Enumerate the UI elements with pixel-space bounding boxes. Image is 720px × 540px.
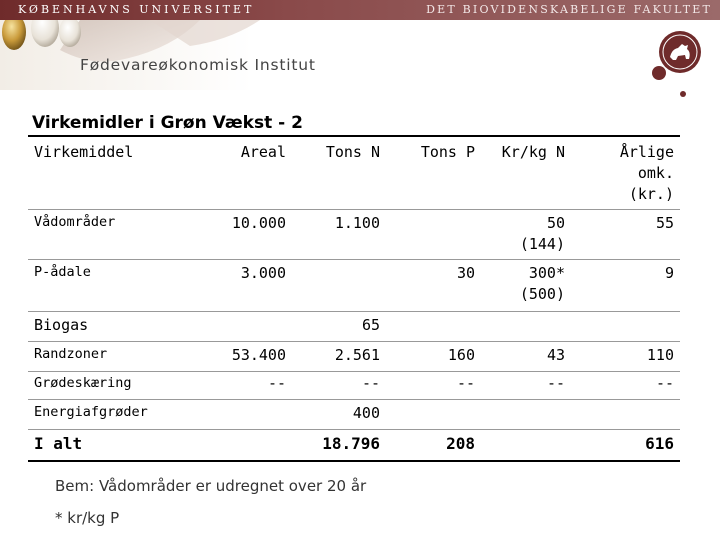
row-areal: -- xyxy=(267,374,286,392)
row-tons-n: 2.561 xyxy=(334,346,380,364)
faculty-name: DET BIOVIDENSKABELIGE FAKULTET xyxy=(426,3,712,16)
row-name: Randzoner xyxy=(34,346,108,362)
university-seal-icon xyxy=(658,30,702,74)
row-name: Energiafgrøder xyxy=(34,404,148,420)
row-kr-kg-n: 43 xyxy=(546,346,565,364)
table-row xyxy=(28,209,680,259)
header-virkemiddel: Virkemiddel xyxy=(34,143,134,161)
row-tons-p: -- xyxy=(456,374,475,392)
row-tons-n: 18.796 xyxy=(322,434,380,453)
row-kr-kg-n: 300* (500) xyxy=(519,264,565,303)
row-kr-kg-n: 50 (144) xyxy=(519,214,565,253)
footnote-kr-kg-p: * kr/kg P xyxy=(55,509,120,527)
data-table xyxy=(28,137,680,462)
slide-title: Virkemidler i Grøn Vækst - 2 xyxy=(32,113,303,133)
row-areal: 3.000 xyxy=(240,264,286,282)
row-arlige-omk: 616 xyxy=(645,434,674,453)
table-row xyxy=(28,259,680,311)
university-name: KØBENHAVNS UNIVERSITET xyxy=(18,3,255,16)
row-tons-n: 400 xyxy=(352,404,380,422)
row-arlige-omk: -- xyxy=(655,374,674,392)
row-kr-kg-n: -- xyxy=(546,374,565,392)
header-areal: Areal xyxy=(240,143,286,161)
row-arlige-omk: 110 xyxy=(646,346,674,364)
header-kr-kg-n: Kr/kg N xyxy=(501,143,565,161)
footnotes xyxy=(55,470,366,534)
row-name: Biogas xyxy=(34,316,89,334)
header-arlige-omk: Årlige omk. (kr.) xyxy=(619,143,674,203)
row-tons-n: 65 xyxy=(361,316,380,334)
header-banner xyxy=(0,0,720,90)
decorative-dot xyxy=(652,66,666,80)
footnote-bem: Bem: Vådområder er udregnet over 20 år xyxy=(55,477,367,495)
table-row xyxy=(28,341,680,371)
top-bar xyxy=(0,0,720,20)
table-row xyxy=(28,311,680,341)
table-row-total xyxy=(28,429,680,460)
header-tons-p: Tons P xyxy=(420,143,475,161)
row-tons-p: 30 xyxy=(456,264,475,282)
table-header-row xyxy=(28,137,680,209)
row-areal: 10.000 xyxy=(231,214,286,232)
table-row xyxy=(28,399,680,429)
eggs-illustration xyxy=(0,20,300,90)
table-row xyxy=(28,371,680,399)
row-arlige-omk: 55 xyxy=(655,214,674,232)
row-name: Grødeskæring xyxy=(34,375,132,391)
row-name: I alt xyxy=(34,434,83,453)
decorative-dot-small xyxy=(680,91,686,97)
table-bottom-rule xyxy=(28,460,680,462)
row-arlige-omk: 9 xyxy=(664,264,674,282)
row-name: P-ådale xyxy=(34,264,91,280)
header-tons-n: Tons N xyxy=(325,143,380,161)
row-areal: 53.400 xyxy=(231,346,286,364)
row-tons-p: 208 xyxy=(446,434,475,453)
row-name: Vådområder xyxy=(34,214,116,230)
row-tons-p: 160 xyxy=(447,346,475,364)
institute-name: Fødevareøkonomisk Institut xyxy=(80,56,316,74)
row-tons-n: -- xyxy=(361,374,380,392)
row-tons-n: 1.100 xyxy=(334,214,380,232)
